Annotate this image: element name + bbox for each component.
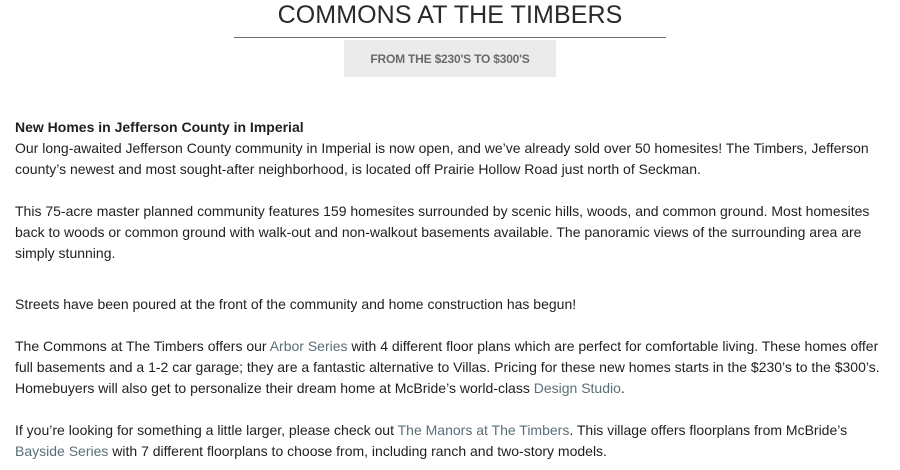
paragraph-community: This 75-acre master planned community features 159 homesites surrounded by scenic hills, woods, and common ground. Most homesites back to woods or common ground with walk-out and non-walkout basements available. The panoramic views of the surrounding area are simply stunning. bbox=[15, 203, 870, 261]
page-title: COMMONS AT THE TIMBERS bbox=[277, 1, 623, 29]
manors-at-timbers-link[interactable]: The Manors at The Timbers bbox=[397, 422, 570, 438]
paragraph-intro: Our long-awaited Jefferson County community in Imperial is now open, and we’ve already sold over 50 homesites! The Timbers, Jefferson county’s newest and most sought-after neighborhood, is located off Prairie Hollow Road just north of Seckman. bbox=[15, 140, 869, 177]
section-heading: New Homes in Jefferson County in Imperial bbox=[15, 119, 304, 135]
spacer bbox=[15, 315, 885, 336]
main-content bbox=[15, 117, 885, 462]
text-segment: . This village offers floorplans from McBride’s bbox=[569, 422, 848, 438]
text-segment: . bbox=[620, 380, 625, 396]
spacer bbox=[15, 180, 885, 201]
text-segment: with 7 different floorplans to choose from, including ranch and two-story models. bbox=[108, 443, 607, 459]
paragraph-construction: Streets have been poured at the front of the community and home construction has begun! bbox=[15, 296, 577, 312]
price-range-badge: FROM THE $230'S TO $300'S bbox=[344, 40, 556, 77]
text-segment: If you’re looking for something a little larger, please check out bbox=[15, 422, 398, 438]
paragraph-manors bbox=[15, 420, 885, 462]
title-divider bbox=[234, 37, 666, 38]
spacer bbox=[15, 399, 885, 420]
text-segment: with 4 different floor plans which are perfect for comfortable living. These homes offer full basements and a 1-2 car garage; they are a fantastic alternative to Villas. Pricing for these new homes starts in the $230’s to the $300’s. Homebuyers will also get to personalize their dream home at McBride’s world-class bbox=[15, 338, 880, 396]
paragraph-arbor-series bbox=[15, 336, 885, 399]
spacer bbox=[15, 264, 885, 294]
bayside-series-link[interactable]: Bayside Series bbox=[15, 443, 109, 459]
text-segment: The Commons at The Timbers offers our bbox=[15, 338, 270, 354]
design-studio-link[interactable]: Design Studio bbox=[533, 380, 621, 396]
arbor-series-link[interactable]: Arbor Series bbox=[269, 338, 348, 354]
